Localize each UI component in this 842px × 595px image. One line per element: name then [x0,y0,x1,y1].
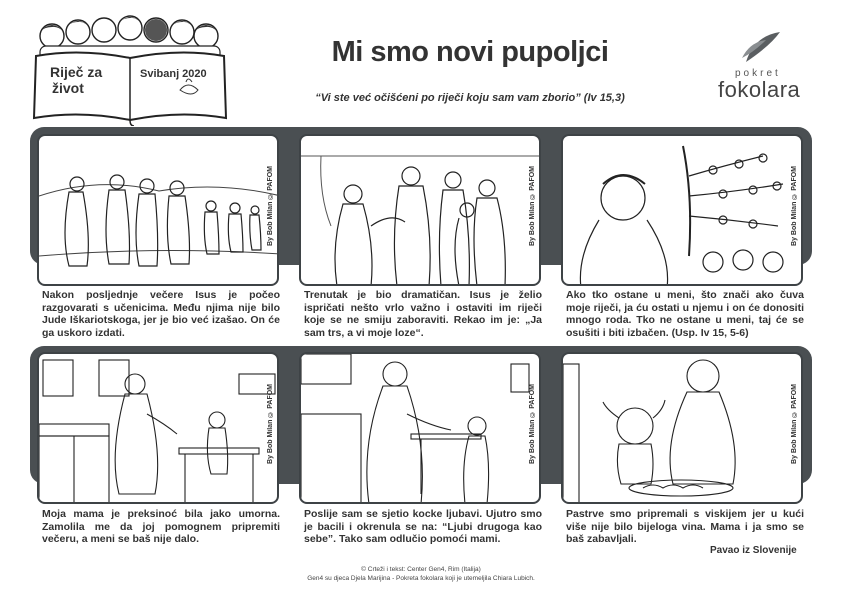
fokolara-logo [740,28,784,68]
comic-panel-4 [37,352,279,504]
panel-caption-2: Trenutak je bio dramatičan. Isus je želio ispričati nešto vrlo važno i ostaviti im riječi koje se ne smiju zaboraviti. Rekao im je: „Ja sam trs, a vi moje loze“. [304,289,542,339]
logo-title-line1: Riječ za [50,64,103,80]
illustration-credit: By Bob Milan © PAFOM [267,384,274,464]
panel-caption-1: Nakon posljednje večere Isus je počeo razgovarati s učenicima. Među njima nije bilo Jude Iškariotskoga, jer je bio već izašao. On će ga uskoro izdati. [42,289,280,339]
illustration-credit: By Bob Milan © PAFOM [267,166,274,246]
comic-panel-6 [561,352,803,504]
panel-caption-4: Moja mama je preksinoć bila jako umorna. Zamolila me da joj pomognem pripremiti večeru, a meni se baš nije dalo. [42,508,280,545]
comic-panel-3 [561,134,803,286]
leaf-icon [740,28,784,68]
panel-caption-5: Poslije sam se sjetio kocke ljubavi. Ujutro smo je bacili i okrenula se na: “Ljubi drugoga kao sebe”. Tako sam odlučio pomoći mami. [304,508,542,545]
page-subtitle: “Vi ste već očišćeni po riječi koju sam vam zborio” (Iv 15,3) [315,92,625,104]
comic-panel-1 [37,134,279,286]
footer-note: Gen4 su djeca Djela Marijina - Pokreta fokolara koji je utemeljila Chiara Lubich. [307,575,535,582]
story-author: Pavao iz Slovenije [710,545,797,556]
panel-caption-6: Pastrve smo pripremali s viskijem jer u kući više nije bilo bijeloga vina. Mama i ja smo se baš zabavljali. [566,508,804,545]
brand-small-text: pokret [735,68,781,79]
illustration-credit: By Bob Milan © PAFOM [529,384,536,464]
logo-date: Svibanj 2020 [140,68,207,80]
illustration-credit: By Bob Milan © PAFOM [791,384,798,464]
panel-caption-3: Ako tko ostane u meni, što znači ako čuva moje riječi, ja ću ostati u njemu i on će donositi mnogo roda. Tko ne ostane u meni, taj će se osušiti i biti izbačen. (Usp. Iv 15, 5-6) [566,289,804,339]
logo-title-line2: život [52,80,84,96]
brand-big-text: fokolara [718,77,801,102]
illustration-credit: By Bob Milan © PAFOM [529,166,536,246]
footer-copyright: © Crteži i tekst: Center Gen4, Rim (Italija) [361,566,481,573]
page-title: Mi smo novi pupoljci [331,36,609,68]
comic-panel-2 [299,134,541,286]
illustration-credit: By Bob Milan © PAFOM [791,166,798,246]
comic-panel-5 [299,352,541,504]
